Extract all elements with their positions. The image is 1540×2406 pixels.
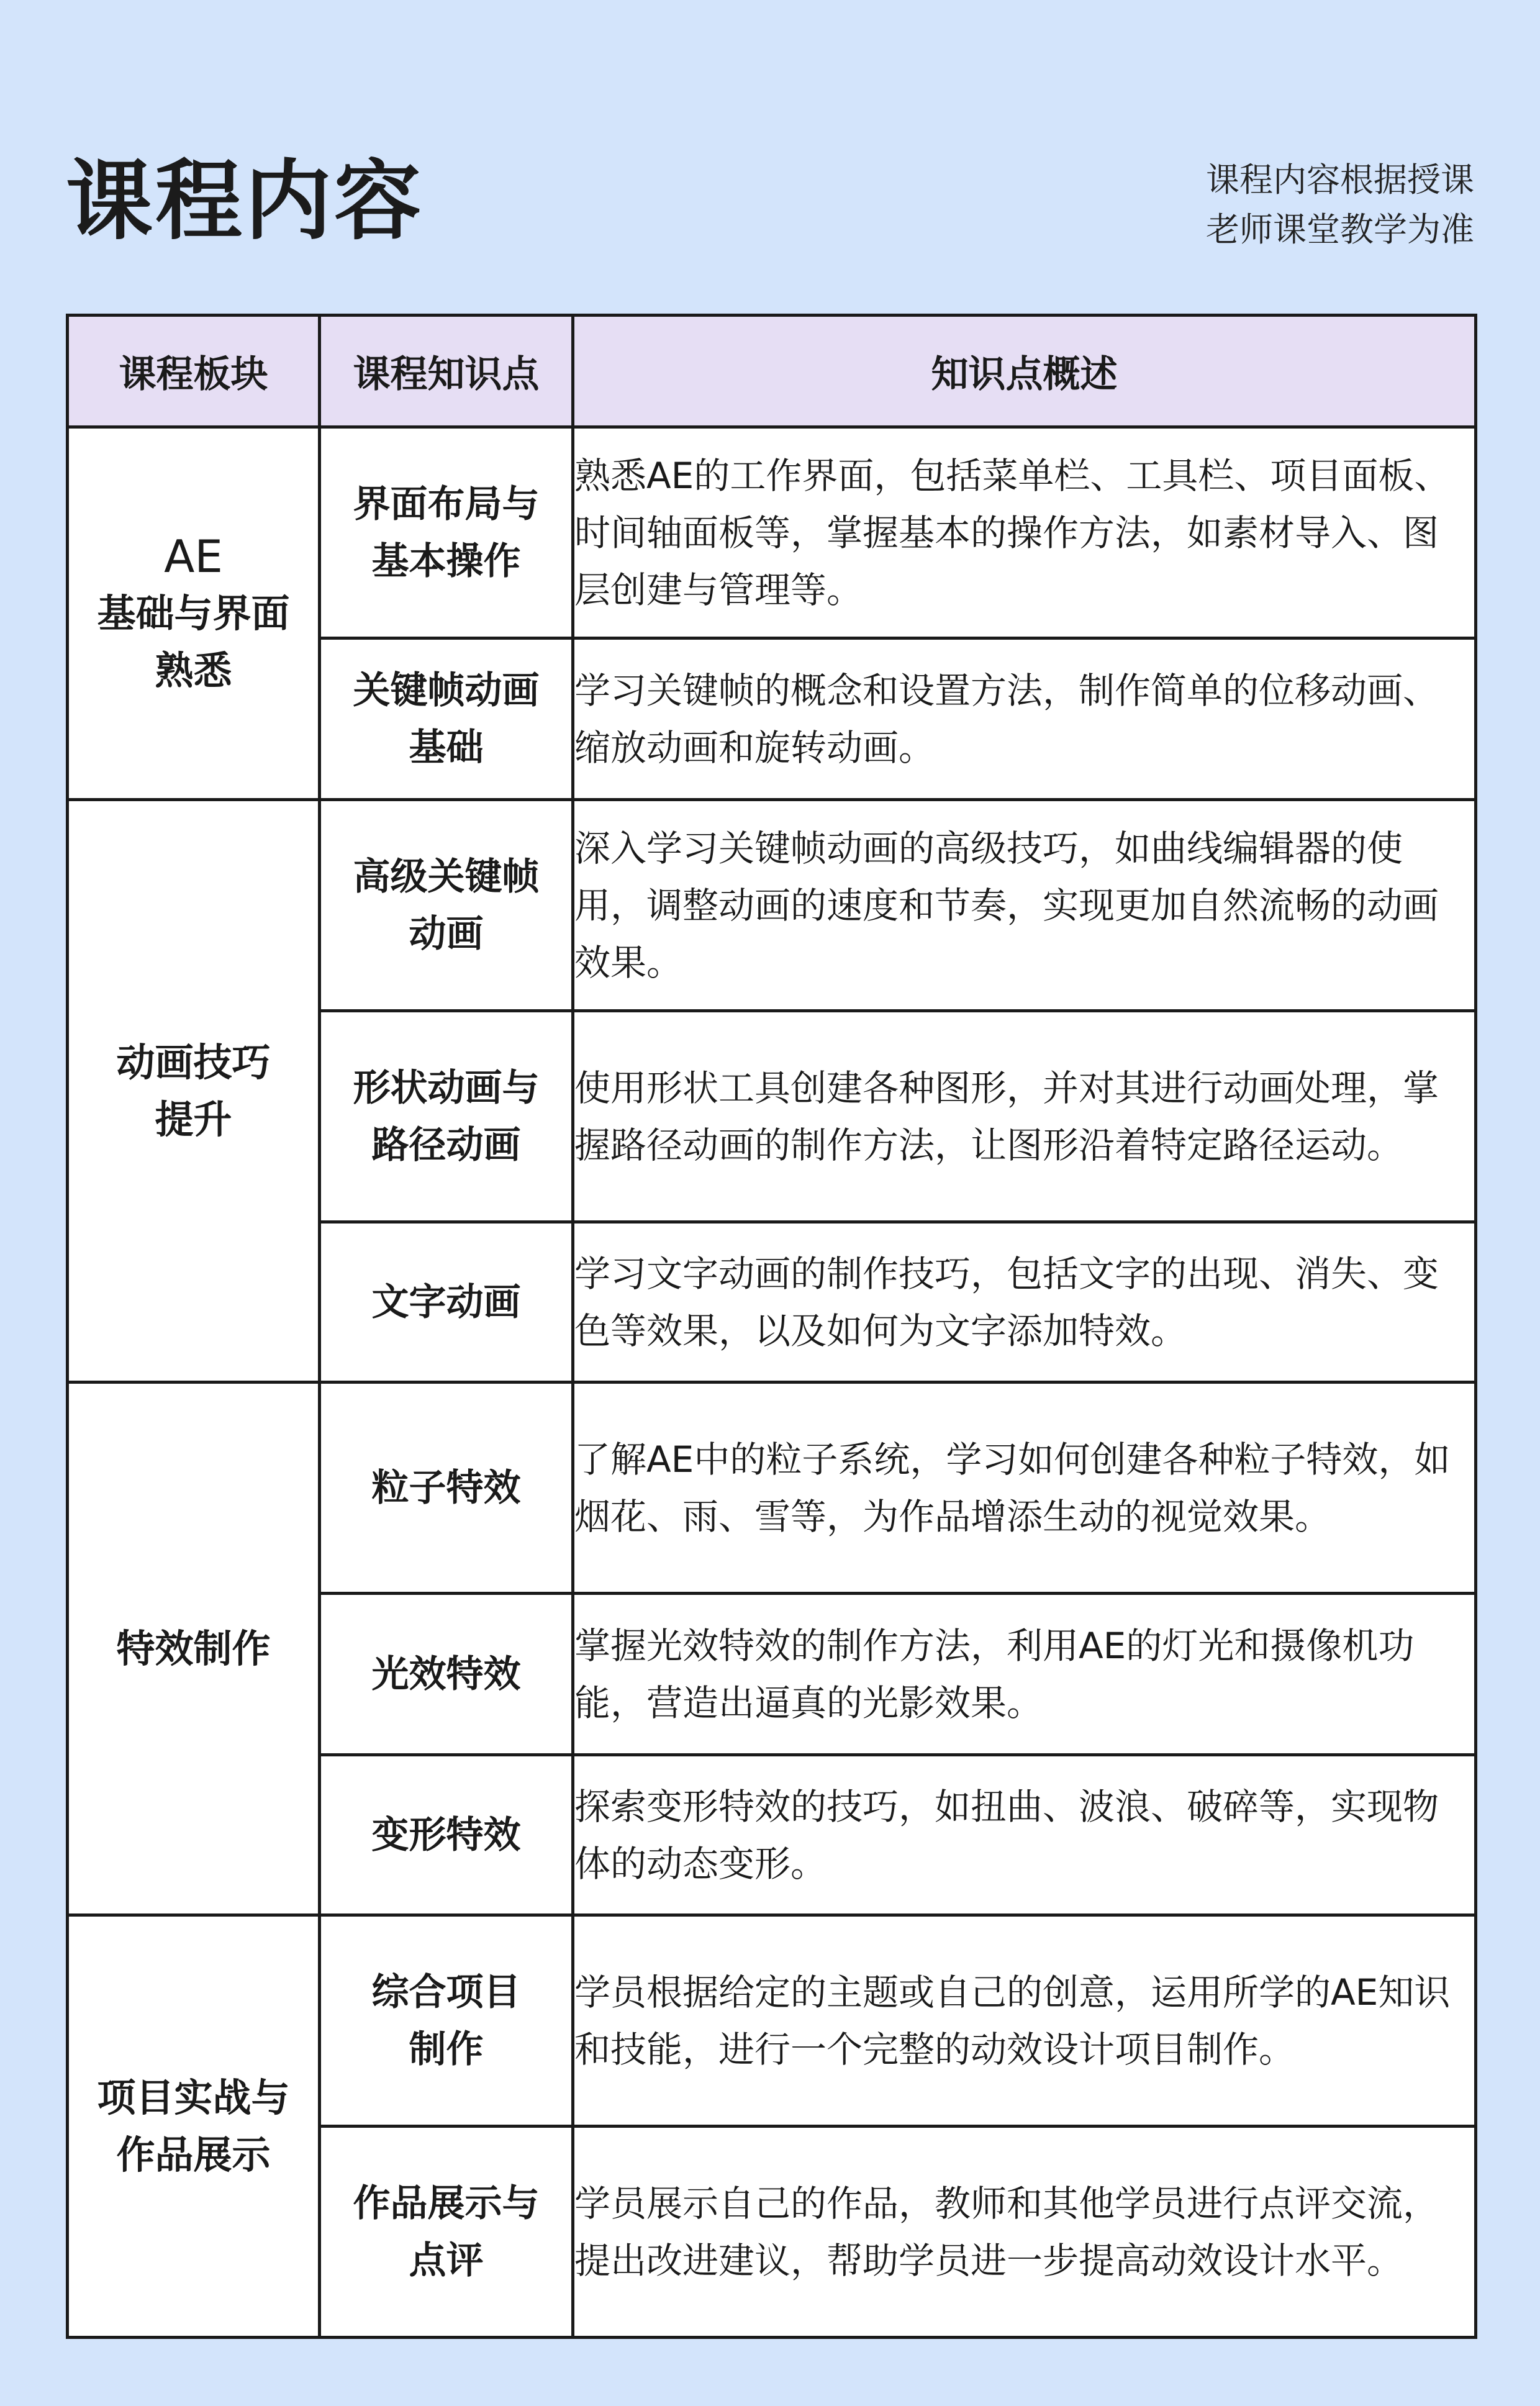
knowledge-point: 文字动画 [320,1222,573,1382]
knowledge-point: 光效特效 [320,1594,573,1755]
table-row [68,427,1476,638]
module-cell [68,427,320,800]
module-cell: 动画技巧 提升 [68,800,320,1382]
module-name: 基础与界面 熟悉 [97,590,290,693]
table-row [68,800,1476,1011]
point-description: 学员根据给定的主题或自己的创意，运用所学的AE知识和技能，进行一个完整的动效设计项目制作。 [573,1915,1476,2127]
knowledge-point: 作品展示与 点评 [320,2127,573,2338]
point-description: 学员展示自己的作品，教师和其他学员进行点评交流，提出改进建议，帮助学员进一步提高动效设计水平。 [573,2127,1476,2338]
course-note [1206,155,1474,255]
table-row [68,1915,1476,2127]
module-name-top: AE [164,530,223,583]
knowledge-point: 界面布局与 基本操作 [320,427,573,638]
table-row [68,1382,1476,1594]
note-line-2: 老师课堂教学为准 [1206,210,1474,249]
header-description: 知识点概述 [573,316,1476,427]
module-cell: 项目实战与 作品展示 [68,1915,320,2338]
point-description: 使用形状工具创建各种图形，并对其进行动画处理，掌握路径动画的制作方法，让图形沿着特定路径运动。 [573,1011,1476,1222]
point-description: 熟悉AE的工作界面，包括菜单栏、工具栏、项目面板、时间轴面板等，掌握基本的操作方法，如素材导入、图层创建与管理等。 [573,427,1476,638]
page-title: 课程内容 [66,151,424,252]
point-description: 学习文字动画的制作技巧，包括文字的出现、消失、变色等效果，以及如何为文字添加特效。 [573,1222,1476,1382]
point-description: 了解AE中的粒子系统，学习如何创建各种粒子特效，如烟花、雨、雪等，为作品增添生动的视觉效果。 [573,1382,1476,1594]
module-cell: 特效制作 [68,1382,320,1915]
knowledge-point: 变形特效 [320,1755,573,1915]
knowledge-point: 高级关键帧 动画 [320,800,573,1011]
point-description: 掌握光效特效的制作方法，利用AE的灯光和摄像机功能，营造出逼真的光影效果。 [573,1594,1476,1755]
header-module: 课程板块 [68,316,320,427]
knowledge-point: 粒子特效 [320,1382,573,1594]
point-description: 探索变形特效的技巧，如扭曲、波浪、破碎等，实现物体的动态变形。 [573,1755,1476,1915]
point-description: 深入学习关键帧动画的高级技巧，如曲线编辑器的使用，调整动画的速度和节奏，实现更加自然流畅的动画效果。 [573,800,1476,1011]
knowledge-point: 综合项目 制作 [320,1915,573,2127]
point-description: 学习关键帧的概念和设置方法，制作简单的位移动画、缩放动画和旋转动画。 [573,638,1476,800]
knowledge-point: 关键帧动画 基础 [320,638,573,800]
note-line-1: 课程内容根据授课 [1206,160,1474,199]
knowledge-point: 形状动画与 路径动画 [320,1011,573,1222]
course-table [66,314,1477,2339]
header-point: 课程知识点 [320,316,573,427]
table-header-row [68,316,1476,427]
